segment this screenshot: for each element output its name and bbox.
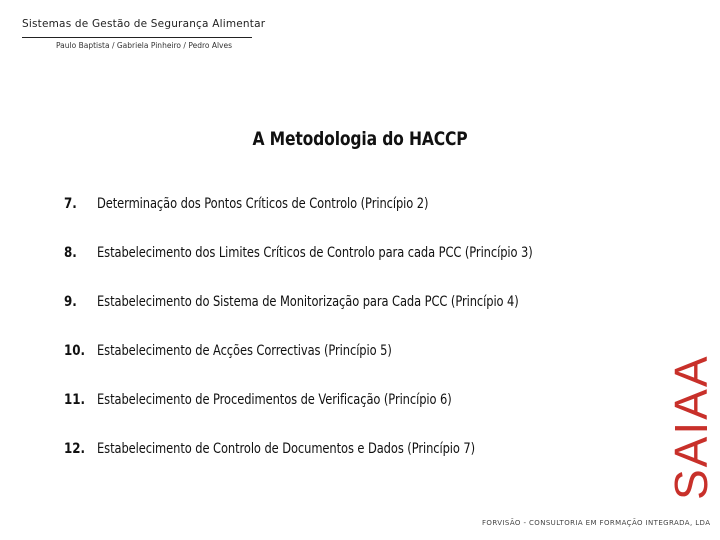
footer-company: FORVISÃO - CONSULTORIA EM FORMAÇÃO INTEGRADA, LDA — [482, 519, 711, 527]
list-item-text: Estabelecimento de Acções Correctivas (Princípio 5) — [97, 343, 392, 359]
header-authors: Paulo Baptista / Gabriela Pinheiro / Pedro Alves — [56, 41, 233, 50]
list-item-text: Determinação dos Pontos Críticos de Controlo (Princípio 2) — [97, 196, 429, 212]
list-item-number: 12. — [64, 441, 86, 457]
list-item — [64, 343, 664, 392]
list-item-text: Estabelecimento de Controlo de Documentos e Dados (Princípio 7) — [97, 441, 476, 457]
list-item — [64, 392, 664, 441]
list-item-number: 7. — [64, 196, 77, 212]
header-divider — [22, 37, 252, 38]
list-item-text: Estabelecimento dos Limites Críticos de Controlo para cada PCC (Princípio 3) — [97, 245, 533, 261]
list-item — [64, 294, 664, 343]
list-item-number: 9. — [64, 294, 77, 310]
principles-list — [64, 196, 664, 490]
header — [22, 18, 266, 50]
list-item — [64, 441, 664, 490]
list-item-text: Estabelecimento do Sistema de Monitorização para Cada PCC (Princípio 4) — [97, 294, 519, 310]
list-item-number: 10. — [64, 343, 86, 359]
list-item — [64, 245, 664, 294]
logo-text: SAIAA — [665, 354, 717, 500]
list-item-text: Estabelecimento de Procedimentos de Verificação (Princípio 6) — [97, 392, 452, 408]
header-title: Sistemas de Gestão de Segurança Alimentar — [22, 18, 266, 30]
list-item-number: 11. — [64, 392, 86, 408]
list-item-number: 8. — [64, 245, 77, 261]
slide-title: A Metodologia do HACCP — [252, 128, 468, 150]
saiaa-logo — [665, 354, 720, 500]
list-item — [64, 196, 664, 245]
